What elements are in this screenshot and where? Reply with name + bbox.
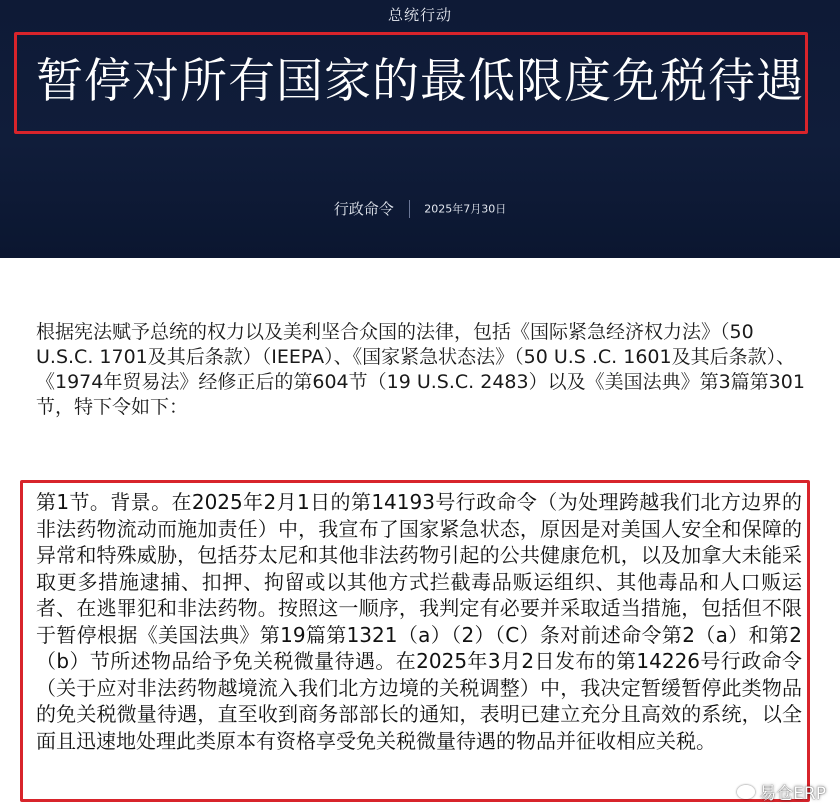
hero-kicker[interactable]: 总统行动 bbox=[387, 6, 452, 24]
document-type-link[interactable]: 行政命令 bbox=[333, 200, 394, 218]
title-highlight-box bbox=[14, 32, 808, 134]
page-title: 暂停对所有国家的最低限度免税待遇 bbox=[36, 54, 804, 109]
hero-meta bbox=[0, 198, 840, 219]
publish-date: 2025年7月30日 bbox=[424, 202, 507, 216]
hero-banner bbox=[0, 0, 840, 258]
meta-divider bbox=[409, 200, 410, 218]
section1-paragraph: 第1节。背景。在2025年2月1日的第14193号行政命令（为处理跨越我们北方边界的非法药物流动而施加责任）中，我宣布了国家紧急状态，原因是对美国人安全和保障的异常和特殊威胁，包括芬太尼和其他非法药物引起的公共健康危机，以及加拿大未能采取更多措施逮捕、扣押、拘留或以其他方式拦截毒品贩运组织、其他毒品和人口贩运者、在逃罪犯和非法药物。按照这一顺序，我判定有必要并采取适当措施，包括但不限于暂停根据《美国法典》第19篇第1321（a）（2）（C）条对前述命令第2（a）和第2（b）节所述物品给予免关税微量待遇。在2025年3月2日发布的第14226号行政命令（关于应对非法药物越境流入我们北方边境的关税调整）中，我决定暂缓暂停此类物品的免关税微量待遇，直至收到商务部部长的通知，表明已建立充分且高效的系统，以全面且迅速地处理此类原本有资格享受免关税微量待遇的物品并征收相应关税。 bbox=[36, 490, 802, 753]
watermark bbox=[737, 779, 826, 804]
weibo-icon bbox=[737, 785, 755, 799]
watermark-text: 易仓ERP bbox=[759, 784, 826, 804]
intro-paragraph: 根据宪法赋予总统的权力以及美利坚合众国的法律，包括《国际紧急经济权力法》（50 U.S.C. 1701及其后条款）（IEEPA）、《国家紧急状态法》（50 U.S .C. 1601及其后条款）、《1974年贸易法》经修正后的第604节（19 U.S.C. 2483）以及《美国法典》第3篇第301节，特下令如下： bbox=[36, 321, 805, 418]
